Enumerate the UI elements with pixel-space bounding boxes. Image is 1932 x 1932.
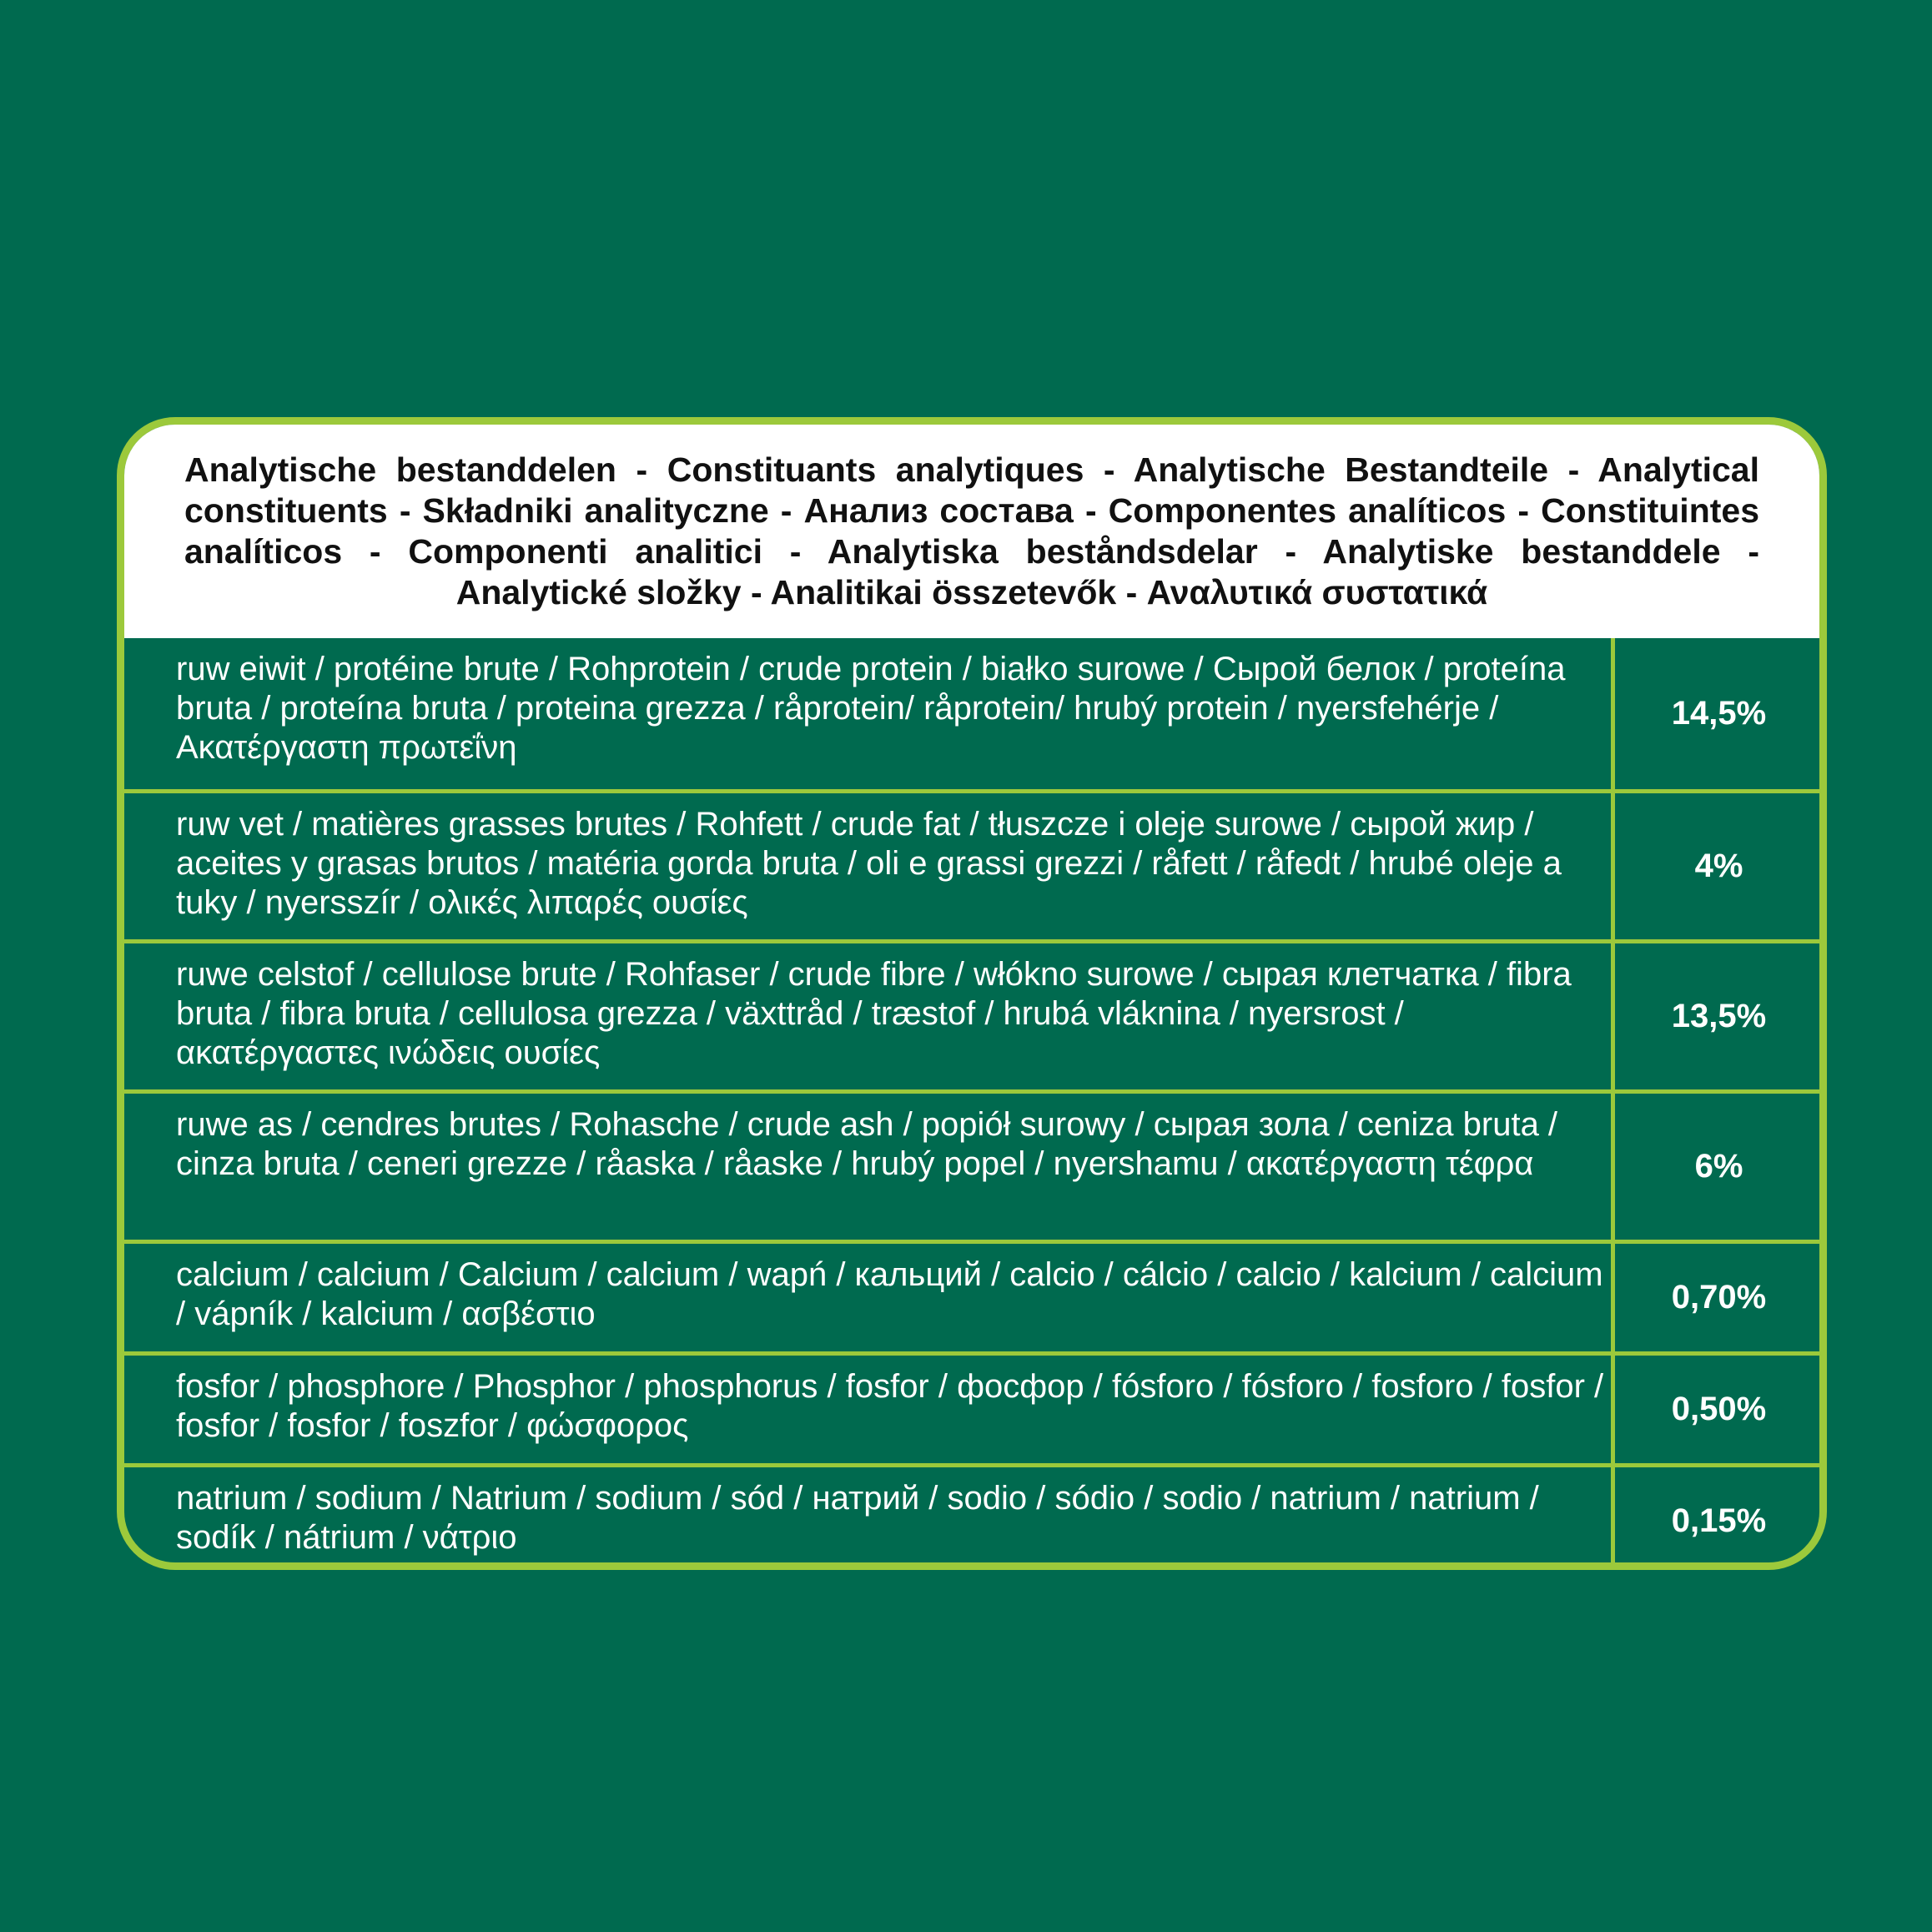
row-value-phosphorus: 0,50% bbox=[1671, 1391, 1767, 1427]
table-title: Analytische bestanddelen - Constituants analytiques - Analytische Bestandteile - Analytical constituents - Składniki analityczne - Анализ состава - Componentes analíticos - Constituintes analíticos - Componenti analitici - Analytiska beståndsdelar - Analytiske bestanddele - Analytické složky - Analitikai összetevők - Αναλυτικά συστατικά bbox=[184, 450, 1759, 611]
table-body bbox=[124, 638, 1819, 1570]
row-label-phosphorus: fosfor / phosphore / Phosphor / phosphorus / fosfor / фосфор / fósforo / fósforo / fosforo / fosfor / fosfor / fosfor / foszfor / φώσφορος bbox=[176, 1368, 1604, 1444]
table-row-crude-fat bbox=[124, 789, 1819, 939]
row-label-crude-protein: ruw eiwit / protéine brute / Rohprotein / crude protein / białko surowe / Сырой белок / proteína bruta / proteína bruta / proteina grezza / råprotein/ råprotein/ hrubý protein / nyersfehérje / Ακατέργαστη πρωτεΐνη bbox=[176, 651, 1566, 766]
row-value-crude-fat: 4% bbox=[1694, 848, 1743, 884]
row-label-crude-fibre: ruwe celstof / cellulose brute / Rohfaser / crude fibre / włókno surowe / сырая клетчатка / fibra bruta / fibra bruta / cellulosa grezza / växttråd / træstof / hrubá vláknina / nyersrost / ακατέργαστες ινώδεις ουσίες bbox=[176, 956, 1572, 1071]
row-label-crude-fat: ruw vet / matières grasses brutes / Rohfett / crude fat / tłuszcze i oleje surowe / сырой жир / aceites y grasas brutos / matéria gorda bruta / oli e grassi grezzi / råfett / råfedt / hrubé oleje a tuky / nyersszír / ολικές λιπαρές ουσίες bbox=[176, 806, 1562, 921]
row-label-sodium: natrium / sodium / Natrium / sodium / sód / натрий / sodio / sódio / sodio / natrium / natrium / sodík / nátrium / νάτριο bbox=[176, 1480, 1539, 1556]
row-label-calcium: calcium / calcium / Calcium / calcium / wapń / кальций / calcio / cálcio / calcio / kalcium / calcium / vápník / kalcium / ασβέστιο bbox=[176, 1256, 1603, 1332]
table-row-calcium bbox=[124, 1240, 1819, 1351]
table-row-crude-fibre bbox=[124, 939, 1819, 1089]
table-header bbox=[124, 425, 1819, 638]
row-value-calcium: 0,70% bbox=[1671, 1279, 1767, 1316]
row-value-crude-fibre: 13,5% bbox=[1671, 998, 1767, 1034]
row-value-crude-ash: 6% bbox=[1694, 1148, 1743, 1185]
table-row-phosphorus bbox=[124, 1351, 1819, 1463]
row-label-crude-ash: ruwe as / cendres brutes / Rohasche / crude ash / popiół surowy / сырая зола / ceniza bruta / cinza bruta / ceneri grezze / råaska / råaske / hrubý popel / nyershamu / ακατέργαστη τέφρα bbox=[176, 1106, 1558, 1182]
table-row-sodium bbox=[124, 1463, 1819, 1570]
table-row-crude-protein bbox=[124, 638, 1819, 789]
table-row-crude-ash bbox=[124, 1089, 1819, 1240]
row-value-crude-protein: 14,5% bbox=[1671, 695, 1767, 732]
analytical-constituents-table bbox=[117, 417, 1827, 1570]
row-value-sodium: 0,15% bbox=[1671, 1502, 1767, 1539]
column-divider bbox=[1611, 638, 1615, 1570]
